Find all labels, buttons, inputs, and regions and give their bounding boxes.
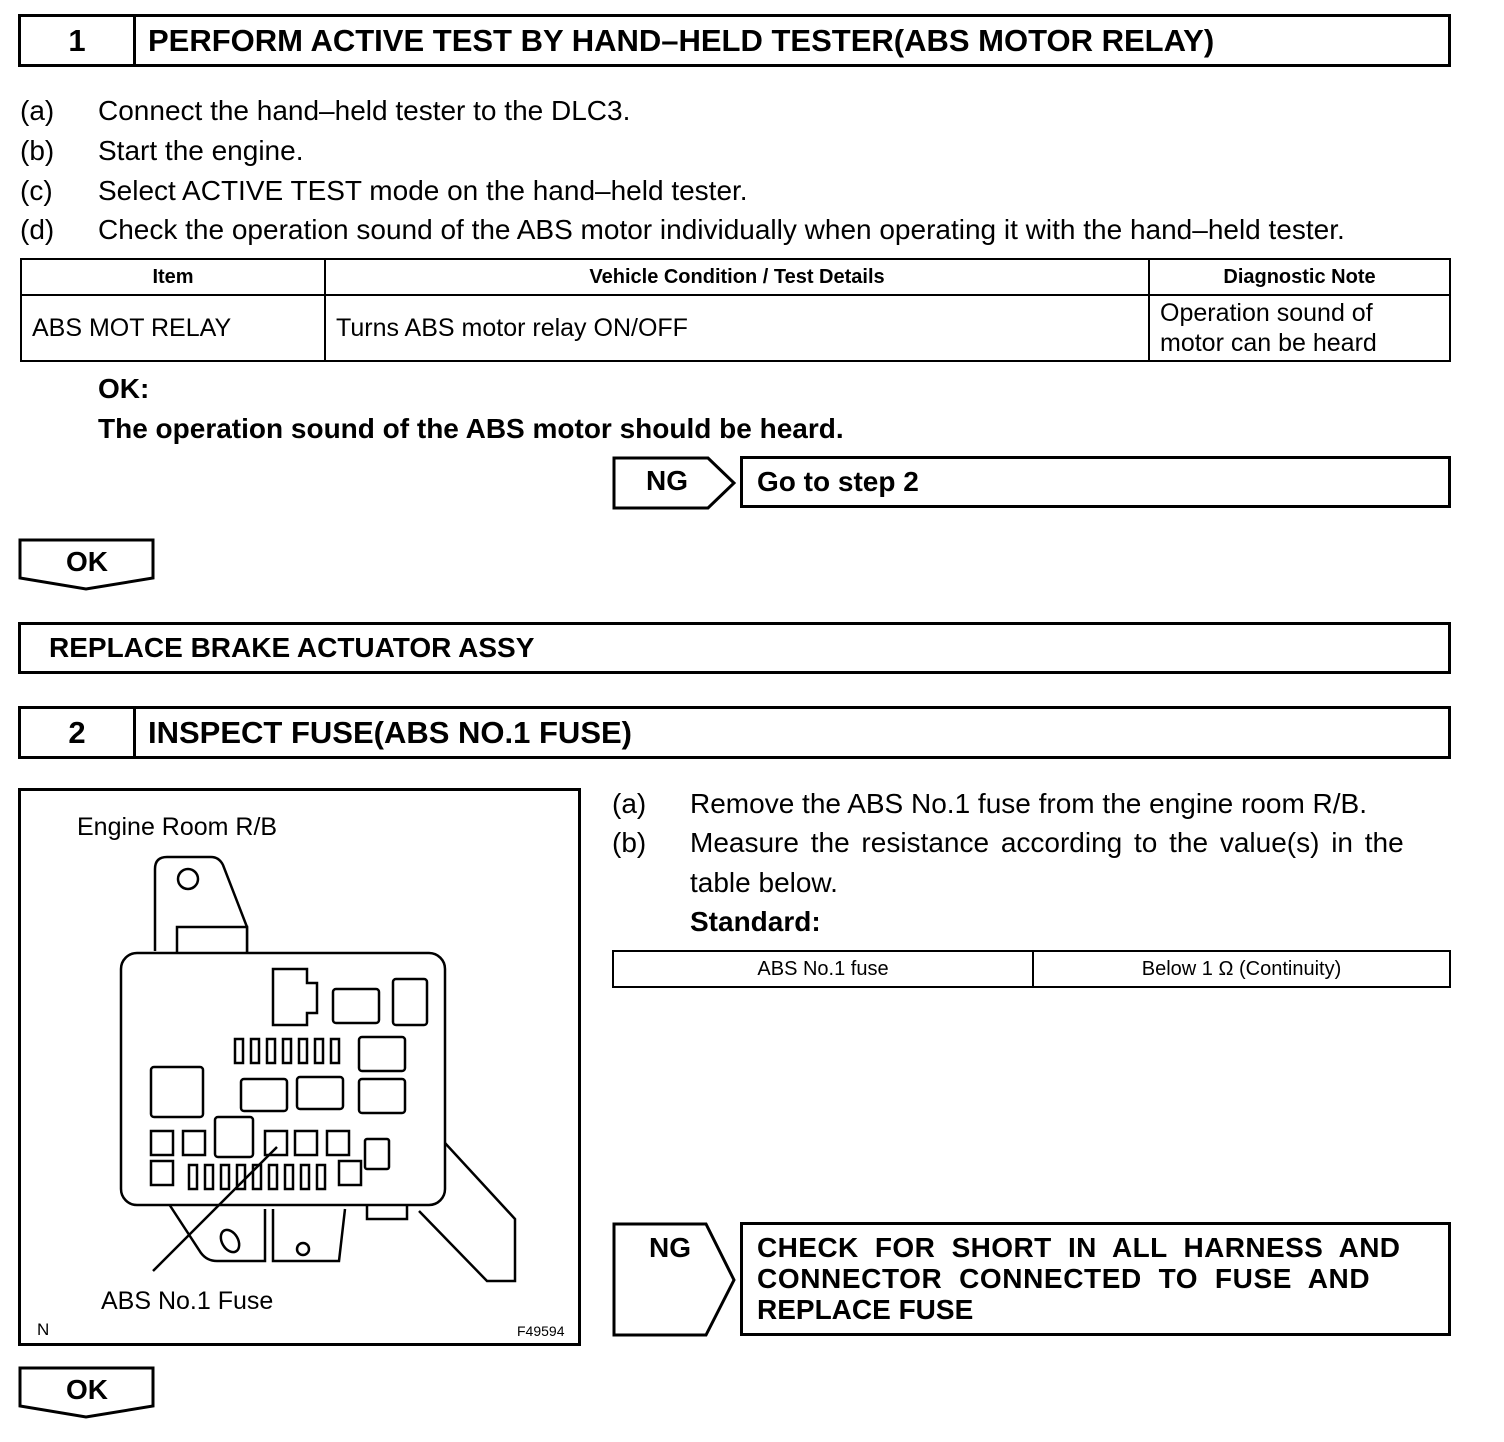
step1-instruction-d: (d) Check the operation sound of the ABS motor individually when operating it with the hand–held tester. — [20, 214, 1345, 245]
table-header-item: Item — [21, 259, 325, 295]
step2-ng-action-line2: CONNECTOR CONNECTED TO FUSE AND — [757, 1263, 1371, 1294]
diagram-top-label: Engine Room R/B — [77, 813, 278, 841]
step2-ng-action-line3: REPLACE FUSE — [757, 1294, 974, 1325]
step1-ng-action-box[interactable] — [740, 456, 1451, 508]
step2-ng-action-line1: CHECK FOR SHORT IN ALL HARNESS AND — [757, 1232, 1401, 1263]
table-row — [613, 951, 1450, 987]
diagram-corner-left: N — [37, 1320, 50, 1339]
standard-table — [612, 950, 1451, 988]
step1-title: PERFORM ACTIVE TEST BY HAND–HELD TESTER(ABS MOTOR RELAY) — [148, 22, 1215, 58]
step1-header — [18, 14, 1451, 67]
step1-number: 1 — [21, 17, 136, 64]
standard-label: Standard: — [690, 906, 821, 937]
replace-actuator-box — [18, 622, 1451, 674]
table-header-condition: Vehicle Condition / Test Details — [325, 259, 1149, 295]
standard-item: ABS No.1 fuse — [613, 951, 1033, 987]
step1-instruction-a: (a) Connect the hand–held tester to the DLC3. — [20, 95, 631, 126]
step1-ok-label: OK — [66, 546, 108, 577]
step2-title: INSPECT FUSE(ABS NO.1 FUSE) — [148, 714, 632, 750]
table-header-note: Diagnostic Note — [1149, 259, 1450, 295]
table-row — [21, 295, 1450, 361]
active-test-table — [20, 258, 1451, 362]
relay-block-drawing — [21, 791, 578, 1343]
step2-ng-label: NG — [649, 1232, 691, 1263]
step1-instruction-b: (b) Start the engine. — [20, 135, 304, 166]
table-cell-condition: Turns ABS motor relay ON/OFF — [325, 295, 1149, 361]
step2-instruction-b-cont: table below. — [690, 867, 838, 898]
step1-instruction-c: (c) Select ACTIVE TEST mode on the hand–held tester. — [20, 175, 748, 206]
table-cell-note: Operation sound of motor can be heard — [1149, 295, 1450, 361]
step2-instruction-a: (a) Remove the ABS No.1 fuse from the engine room R/B. — [612, 788, 1368, 819]
step2-instruction-b: (b) Measure the resistance according to the value(s) in the — [612, 827, 1404, 858]
step2-ok-label: OK — [66, 1374, 108, 1405]
engine-room-rb-diagram — [18, 788, 581, 1346]
diagram-corner-right: F49594 — [517, 1323, 565, 1339]
ok-criteria-text: The operation sound of the ABS motor should be heard. — [98, 413, 844, 444]
standard-value: Below 1 Ω (Continuity) — [1033, 951, 1450, 987]
step2-header — [18, 706, 1451, 759]
table-cell-item: ABS MOT RELAY — [21, 295, 325, 361]
step1-ng-action: Go to step 2 — [757, 466, 919, 497]
step2-number: 2 — [21, 709, 136, 756]
step1-ng-label: NG — [646, 465, 688, 496]
step2-ng-action-box[interactable] — [740, 1222, 1451, 1336]
ok-criteria-label: OK: — [98, 373, 150, 404]
diagram-fuse-label: ABS No.1 Fuse — [101, 1287, 274, 1315]
replace-actuator-text: REPLACE BRAKE ACTUATOR ASSY — [49, 632, 535, 663]
